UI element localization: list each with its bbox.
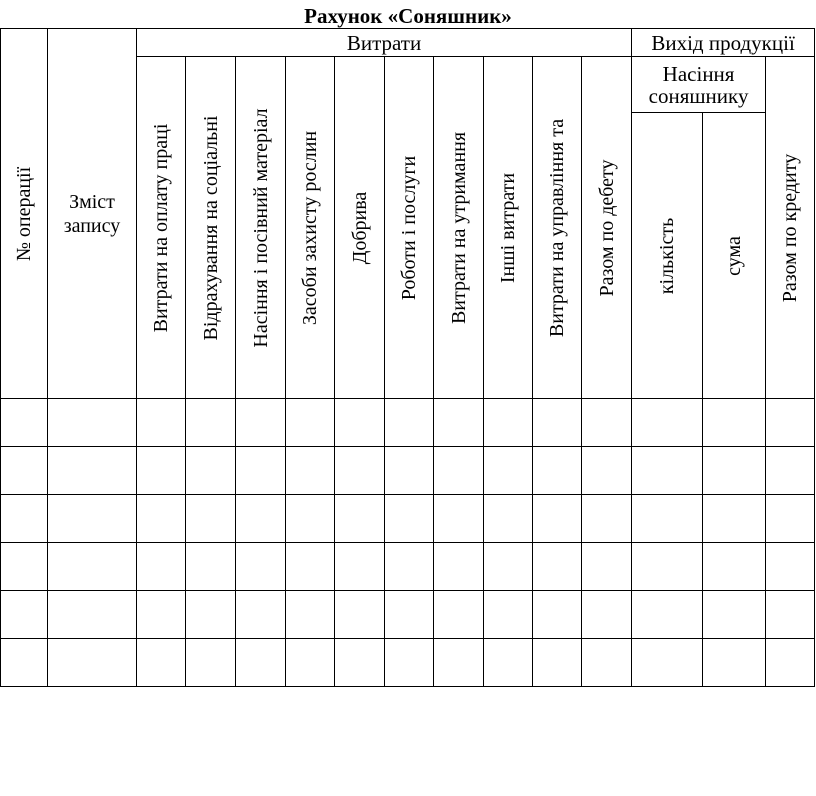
- table-cell: [632, 639, 703, 687]
- table-cell: [186, 399, 236, 447]
- table-cell: [385, 543, 434, 591]
- table-cell: [434, 591, 484, 639]
- table-cell: [1, 495, 48, 543]
- table-cell: [632, 495, 703, 543]
- table-cell: [484, 447, 533, 495]
- cost-col-plant-protection: Засоби захисту рослин: [286, 57, 335, 399]
- table-cell: [582, 447, 632, 495]
- table-cell: [703, 447, 766, 495]
- table-cell: [703, 639, 766, 687]
- cost-col-maintenance: Витрати на утримання: [434, 57, 484, 399]
- table-cell: [137, 495, 186, 543]
- cost-col-debit-total: Разом по дебету: [582, 57, 632, 399]
- table-cell: [236, 447, 286, 495]
- table-cell: [434, 495, 484, 543]
- table-cell: [1, 543, 48, 591]
- table-cell: [703, 399, 766, 447]
- table-cell: [286, 639, 335, 687]
- cost-col-fertilizers: Добрива: [335, 57, 385, 399]
- table-cell: [484, 591, 533, 639]
- table-cell: [484, 495, 533, 543]
- cost-col-labor: Витрати на оплату праці: [137, 57, 186, 399]
- table-cell: [703, 495, 766, 543]
- table-cell: [186, 639, 236, 687]
- table-cell: [1, 447, 48, 495]
- table-cell: [1, 639, 48, 687]
- table-cell: [137, 447, 186, 495]
- table-cell: [434, 447, 484, 495]
- table-cell: [186, 447, 236, 495]
- table-cell: [286, 543, 335, 591]
- costs-group-header: Витрати: [137, 29, 632, 57]
- table-cell: [484, 399, 533, 447]
- table-cell: [186, 495, 236, 543]
- table-row: [1, 399, 815, 447]
- table-row: [1, 495, 815, 543]
- table-cell: [48, 447, 137, 495]
- cost-col-other: Інші витрати: [484, 57, 533, 399]
- table-cell: [236, 543, 286, 591]
- table-cell: [484, 639, 533, 687]
- table-cell: [766, 543, 815, 591]
- table-cell: [385, 399, 434, 447]
- table-cell: [236, 639, 286, 687]
- table-cell: [582, 495, 632, 543]
- table-cell: [335, 639, 385, 687]
- table-cell: [385, 495, 434, 543]
- operation-number-header: № операції: [1, 29, 48, 399]
- table-cell: [186, 591, 236, 639]
- amount-header: сума: [703, 113, 766, 399]
- table-cell: [582, 639, 632, 687]
- table-row: [1, 447, 815, 495]
- cost-col-seeds: Насіння і посівний матеріал: [236, 57, 286, 399]
- table-cell: [137, 543, 186, 591]
- table-cell: [335, 447, 385, 495]
- table-cell: [703, 543, 766, 591]
- table-cell: [1, 399, 48, 447]
- table-cell: [286, 591, 335, 639]
- table-cell: [385, 447, 434, 495]
- credit-total-header: Разом по кредиту: [766, 57, 815, 399]
- table-cell: [48, 543, 137, 591]
- table-cell: [766, 495, 815, 543]
- table-row: [1, 639, 815, 687]
- table-cell: [434, 399, 484, 447]
- table-cell: [766, 399, 815, 447]
- table-cell: [632, 447, 703, 495]
- table-cell: [582, 591, 632, 639]
- table-cell: [533, 591, 582, 639]
- table-cell: [484, 543, 533, 591]
- table-cell: [286, 447, 335, 495]
- table-cell: [533, 543, 582, 591]
- table-cell: [582, 399, 632, 447]
- table-cell: [632, 399, 703, 447]
- table-cell: [632, 591, 703, 639]
- table-cell: [48, 591, 137, 639]
- table-cell: [632, 543, 703, 591]
- table-cell: [533, 447, 582, 495]
- table-cell: [434, 543, 484, 591]
- table-cell: [335, 543, 385, 591]
- table-cell: [236, 591, 286, 639]
- table-cell: [533, 495, 582, 543]
- table-cell: [703, 591, 766, 639]
- table-row: [1, 591, 815, 639]
- table-cell: [766, 639, 815, 687]
- table-cell: [533, 399, 582, 447]
- cost-col-works-services: Роботи і послуги: [385, 57, 434, 399]
- table-cell: [434, 639, 484, 687]
- table-row: [1, 543, 815, 591]
- table-cell: [137, 399, 186, 447]
- table-cell: [582, 543, 632, 591]
- table-cell: [286, 399, 335, 447]
- table-cell: [335, 591, 385, 639]
- table-cell: [385, 639, 434, 687]
- table-cell: [48, 399, 137, 447]
- table-cell: [335, 399, 385, 447]
- quantity-header: кількість: [632, 113, 703, 399]
- table-cell: [236, 495, 286, 543]
- table-cell: [1, 591, 48, 639]
- table-cell: [533, 639, 582, 687]
- table-cell: [286, 495, 335, 543]
- table-cell: [766, 591, 815, 639]
- table-cell: [186, 543, 236, 591]
- cost-col-social: Відрахування на соціальні: [186, 57, 236, 399]
- table-cell: [385, 591, 434, 639]
- table-cell: [48, 495, 137, 543]
- cost-col-management: Витрати на управління та: [533, 57, 582, 399]
- seeds-group-header: Насіння соняшнику: [632, 57, 766, 113]
- content-header: Зміст запису: [48, 29, 137, 399]
- table-cell: [137, 591, 186, 639]
- table-cell: [137, 639, 186, 687]
- table-cell: [766, 447, 815, 495]
- output-group-header: Вихід продукції: [632, 29, 815, 57]
- table-cell: [335, 495, 385, 543]
- table-cell: [236, 399, 286, 447]
- account-table: [0, 28, 815, 687]
- table-cell: [48, 639, 137, 687]
- page-title: Рахунок «Соняшник»: [304, 4, 512, 28]
